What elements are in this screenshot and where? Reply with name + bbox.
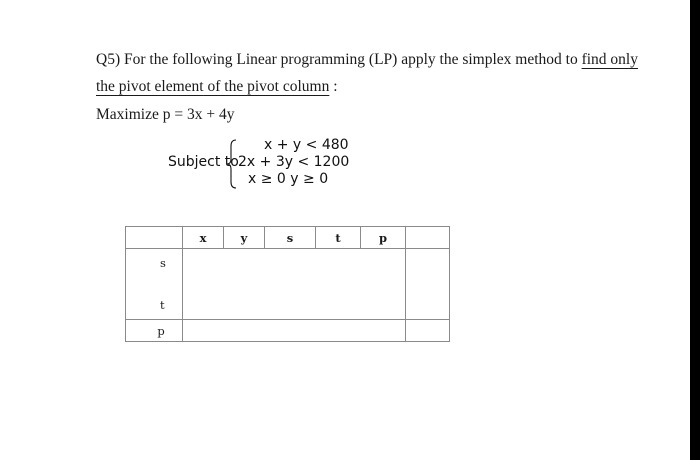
question-text-part-4: : (329, 78, 338, 95)
row-label-s: s (160, 256, 166, 270)
table-row (126, 320, 450, 342)
row-label-p-cell (126, 320, 183, 342)
underlined-pivot-element: the pivot element (96, 78, 204, 95)
question-text (96, 46, 656, 100)
table-p-row-cell (183, 320, 406, 342)
constraint-line-1: x + y < 480 (264, 137, 349, 153)
question-text-part-1: For the following Linear programming (LP) apply the simplex method to (120, 51, 582, 68)
header-cell-s: s (265, 227, 316, 249)
table-row (126, 249, 450, 320)
underlined-find-only: find only (581, 51, 638, 68)
header-cell-p: p (361, 227, 406, 249)
row-labels-s-t (126, 249, 183, 320)
table-header-row (126, 227, 450, 249)
subject-to-label: Subject to (168, 154, 239, 170)
left-brace-icon (226, 139, 238, 189)
table-body-cell (183, 249, 406, 320)
simplex-tableau (125, 226, 450, 342)
header-cell-t: t (316, 227, 361, 249)
header-cell-y: y (224, 227, 265, 249)
header-cell-rhs (406, 227, 450, 249)
question-number: Q5) (96, 51, 121, 68)
constraint-line-3: x ≥ 0 y ≥ 0 (248, 171, 329, 187)
table-p-rhs-cell (406, 320, 450, 342)
row-label-t: t (160, 298, 165, 312)
objective-function: Maximize p = 3x + 4y (96, 106, 235, 123)
question-text-part-3: of the (203, 78, 248, 95)
constraint-line-2: 2x + 3y < 1200 (238, 154, 350, 170)
underlined-pivot-column: pivot column (247, 78, 330, 95)
row-label-p: p (157, 323, 165, 338)
header-cell-x: x (183, 227, 224, 249)
header-cell-blank (126, 227, 183, 249)
table-body-rhs-cell (406, 249, 450, 320)
